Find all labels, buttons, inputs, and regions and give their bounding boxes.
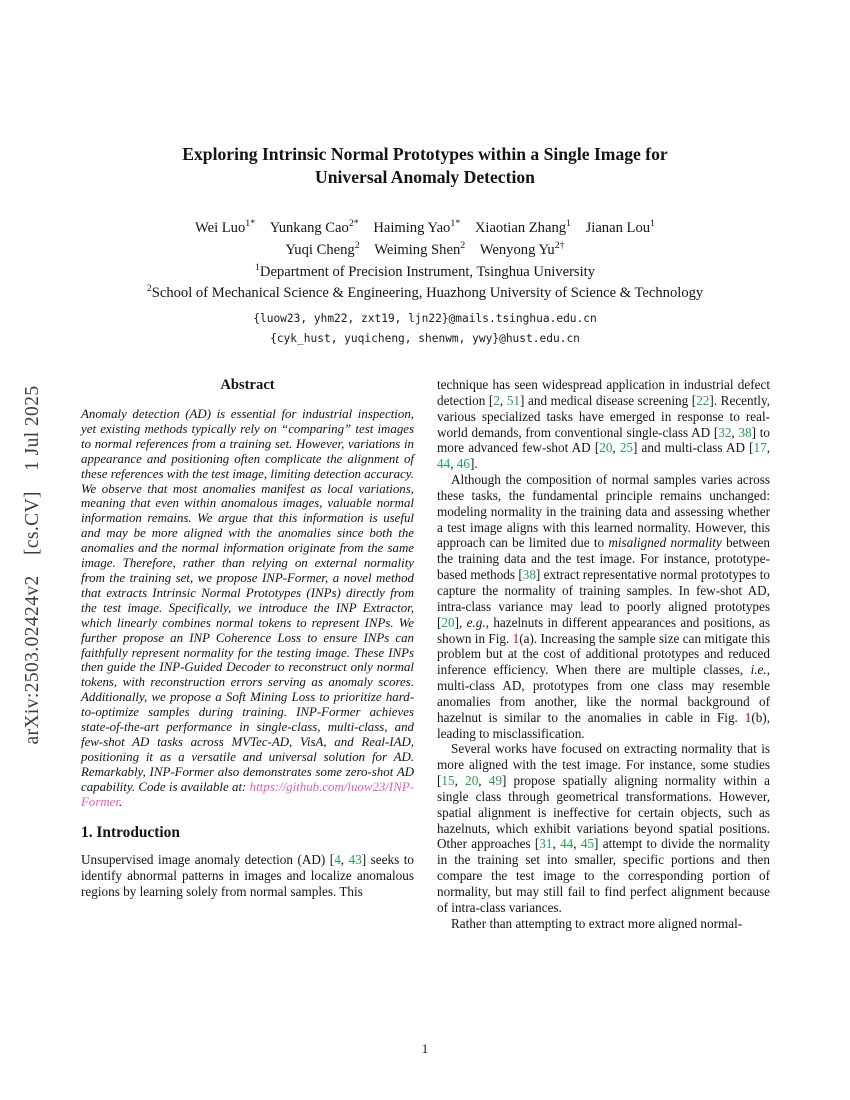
superscript-marker: 2 bbox=[354, 240, 360, 252]
text-run: ]. Recently, various specialized tasks have emerged in response to real-world demands, from conventional single-class AD [ bbox=[437, 392, 770, 440]
text-run: between the training data and the test image. For instance, prototype-based methods [ bbox=[437, 535, 771, 583]
citation-link[interactable]: 45 bbox=[580, 836, 595, 852]
emphasis-text: i.e. bbox=[750, 662, 767, 678]
citation-link[interactable]: 17 bbox=[753, 440, 767, 456]
text-run: (a). Increasing the sample size can mitigate this problem but at the cost of additional prototypes and reduced inference efficiency. When there are multiple classes, bbox=[437, 630, 771, 678]
text-run: Weiming Shen bbox=[359, 242, 461, 258]
emphasis-text: misaligned normality bbox=[608, 535, 722, 551]
citation-link[interactable]: 20 bbox=[465, 773, 479, 789]
text-run: ] propose spatially aligning normality within a single class through geometrical transformations. However, spatial alignment is ineffective for certain objects, such as hazelnuts, which exhibit variations beyond spatial positions. Other approaches [ bbox=[437, 773, 771, 852]
text-run: Wenyong Yu bbox=[465, 242, 555, 258]
text-run: , bbox=[499, 392, 507, 408]
text-run: (b), leading to misclassification. bbox=[437, 709, 770, 741]
paragraph bbox=[437, 916, 770, 932]
superscript-marker: 1 bbox=[650, 218, 655, 230]
superscript-marker: 2† bbox=[554, 240, 565, 252]
text-run: Although the composition of normal samples varies across these tasks, the fundamental principle remains unchanged: modeling normality in the training data and assessing whether a test image aligns with this learned normality. However, this approach can be limited due to bbox=[437, 472, 770, 551]
superscript-marker: 2 bbox=[146, 283, 152, 295]
text-run: , bbox=[478, 773, 489, 789]
figure-ref-link[interactable]: 1 bbox=[744, 709, 752, 725]
text-run: Several works have focused on extracting normality that is more aligned with the test image. For instance, some studies [ bbox=[437, 741, 770, 789]
figure-ref-link[interactable]: 1 bbox=[512, 630, 520, 646]
text-run: , bbox=[766, 440, 770, 456]
text-run: School of Mechanical Science & Engineering, Huazhong University of Science & Technology bbox=[151, 285, 704, 301]
text-run: technique has seen widespread application in industrial defect detection [ bbox=[437, 377, 770, 408]
abstract-text bbox=[81, 407, 414, 809]
right-column bbox=[437, 377, 770, 932]
text-run: , hazelnuts in different appearances and positions, as shown in Fig. bbox=[437, 614, 770, 646]
superscript-marker: 1 bbox=[566, 218, 571, 230]
text-run: Wei Luo bbox=[194, 220, 246, 236]
text-run: ] attempt to divide the normality in the training set into smaller, specific portions and then compare the test image to the corresponding portion of normality, but may still fail to find perfect alignment because of intra-class variances. bbox=[437, 836, 771, 915]
citation-link[interactable]: 20 bbox=[599, 440, 613, 456]
citation-link[interactable]: 49 bbox=[488, 773, 502, 789]
text-run: Anomaly detection (AD) is essential for industrial inspection, yet existing methods typically rely on “comparing” test images to normal references from a training set. However, variations in appearance and positioning often complicate the alignment of these references with the test image, limiting detection accuracy. We observe that most anomalies manifest as local variations, meaning that even within anomalous images, valuable normal information remains. We argue that this information is useful and may be more aligned with the anomalies since both the anomalies and the normal information originate from the same image. Therefore, rather than relying on external normality from the training set, we propose INP-Former, a novel method that extracts Intrinsic Normal Prototypes (INPs) directly from the test image. Specifically, we introduce the INP Extractor, which linearly combines normal tokens to represent INPs. We further propose an INP Coherence Loss to ensure INPs can faithfully represent normality for the testing image. These INPs then guide the INP-Guided Decoder to reconstruct only normal tokens, with reconstruction errors serving as anomaly scores. Additionally, we propose a Soft Mining Loss to prioritize hard-to-optimize samples during training. INP-Former achieves state-of-the-art performance in single-class, multi-class, and few-shot AD tasks across MVTec-AD, VisA, and Real-IAD, positioning it as a versatile and universal solution for AD. Remarkably, INP-Former also demonstrates some zero-shot AD capability. Code is available at: bbox=[81, 407, 414, 794]
page-number: 1 bbox=[421, 1041, 429, 1056]
text-run: , bbox=[731, 424, 739, 440]
paragraph bbox=[437, 377, 770, 472]
citation-link[interactable]: 2 bbox=[493, 392, 500, 408]
text-run: Yuqi Cheng bbox=[285, 242, 355, 258]
text-run: Haiming Yao bbox=[358, 220, 451, 236]
text-run: ], bbox=[454, 614, 467, 630]
paper-title bbox=[0, 143, 850, 189]
text-run: Jianan Lou bbox=[571, 220, 651, 236]
text-run: Yunkang Cao bbox=[255, 220, 349, 236]
superscript-marker: 1* bbox=[450, 218, 461, 230]
superscript-marker: 2* bbox=[348, 218, 359, 230]
author-line-1 bbox=[0, 220, 850, 237]
text-run: ] seeks to identify abnormal patterns in images and localize anomalous regions by learning solely from normal samples. This bbox=[81, 852, 414, 900]
text-run: , bbox=[450, 456, 457, 472]
citation-link[interactable]: 38 bbox=[738, 424, 752, 440]
citation-link[interactable]: 15 bbox=[441, 773, 455, 789]
text-run: ]. bbox=[469, 456, 478, 472]
url-link[interactable]: https://github.com/luow23/INP-Former bbox=[81, 779, 414, 809]
intro-paragraph bbox=[81, 852, 414, 900]
paragraph bbox=[437, 472, 770, 741]
citation-link[interactable]: 46 bbox=[456, 456, 470, 472]
text-run: ] to more advanced few-shot AD [ bbox=[437, 424, 770, 456]
citation-link[interactable]: 38 bbox=[522, 567, 536, 583]
paper-title-line2: Universal Anomaly Detection bbox=[315, 167, 535, 187]
email-line-2: {cyk_hust, yuqicheng, shenwm, ywy}@hust.edu.cn bbox=[270, 332, 580, 345]
citation-link[interactable]: 44 bbox=[560, 836, 574, 852]
citation-link[interactable]: 31 bbox=[539, 836, 553, 852]
text-run: ] and medical disease screening [ bbox=[520, 392, 697, 408]
section-heading-introduction: 1. Introduction bbox=[81, 824, 180, 842]
text-run: ] extract representative normal prototypes to capture the normality of training samples. In few-shot AD, intra-class variance may lead to poorly aligned prototypes [ bbox=[437, 567, 770, 630]
text-run: , bbox=[552, 836, 561, 852]
citation-link[interactable]: 32 bbox=[718, 424, 732, 440]
citation-link[interactable]: 44 bbox=[437, 456, 451, 472]
affiliation-2 bbox=[0, 285, 850, 302]
author-line-2 bbox=[0, 242, 850, 259]
citation-link[interactable]: 51 bbox=[506, 392, 521, 408]
citation-link[interactable]: 22 bbox=[696, 392, 710, 408]
text-run: Xiaotian Zhang bbox=[460, 220, 567, 236]
text-run: , bbox=[612, 440, 620, 456]
text-run: Rather than attempting to extract more aligned normal- bbox=[451, 915, 743, 931]
text-run: , bbox=[573, 836, 581, 852]
citation-link[interactable]: 43 bbox=[348, 852, 362, 868]
arxiv-watermark: arXiv:2503.02424v2 [cs.CV] 1 Jul 2025 bbox=[22, 385, 43, 745]
citation-link[interactable]: 4 bbox=[334, 852, 341, 868]
emphasis-text: e.g. bbox=[466, 614, 486, 630]
text-run: Unsupervised image anomaly detection (AD) [ bbox=[81, 852, 335, 868]
email-line-1: {luow23, yhm22, zxt19, ljn22}@mails.tsinghua.edu.cn bbox=[253, 312, 597, 325]
citation-link[interactable]: 25 bbox=[619, 440, 634, 456]
text-run: , bbox=[340, 852, 349, 868]
superscript-marker: 1 bbox=[254, 262, 260, 274]
paragraph bbox=[437, 741, 770, 915]
affiliation-1 bbox=[0, 264, 850, 281]
citation-link[interactable]: 20 bbox=[441, 614, 455, 630]
text-run: . bbox=[118, 794, 123, 809]
superscript-marker: 2 bbox=[460, 240, 466, 252]
left-column bbox=[81, 377, 414, 900]
text-run: , bbox=[454, 773, 466, 789]
text-run: , multi-class AD, prototypes from one class may resemble anomalies from another, like the normal background of hazelnut is similar to the anomalies in cable in Fig. bbox=[437, 662, 770, 725]
text-run: Department of Precision Instrument, Tsinghua University bbox=[259, 264, 596, 280]
paper-title-line1: Exploring Intrinsic Normal Prototypes within a Single Image for bbox=[182, 144, 668, 164]
superscript-marker: 1* bbox=[245, 218, 256, 230]
abstract-heading: Abstract bbox=[220, 377, 275, 393]
text-run: ] and multi-class AD [ bbox=[633, 440, 754, 456]
